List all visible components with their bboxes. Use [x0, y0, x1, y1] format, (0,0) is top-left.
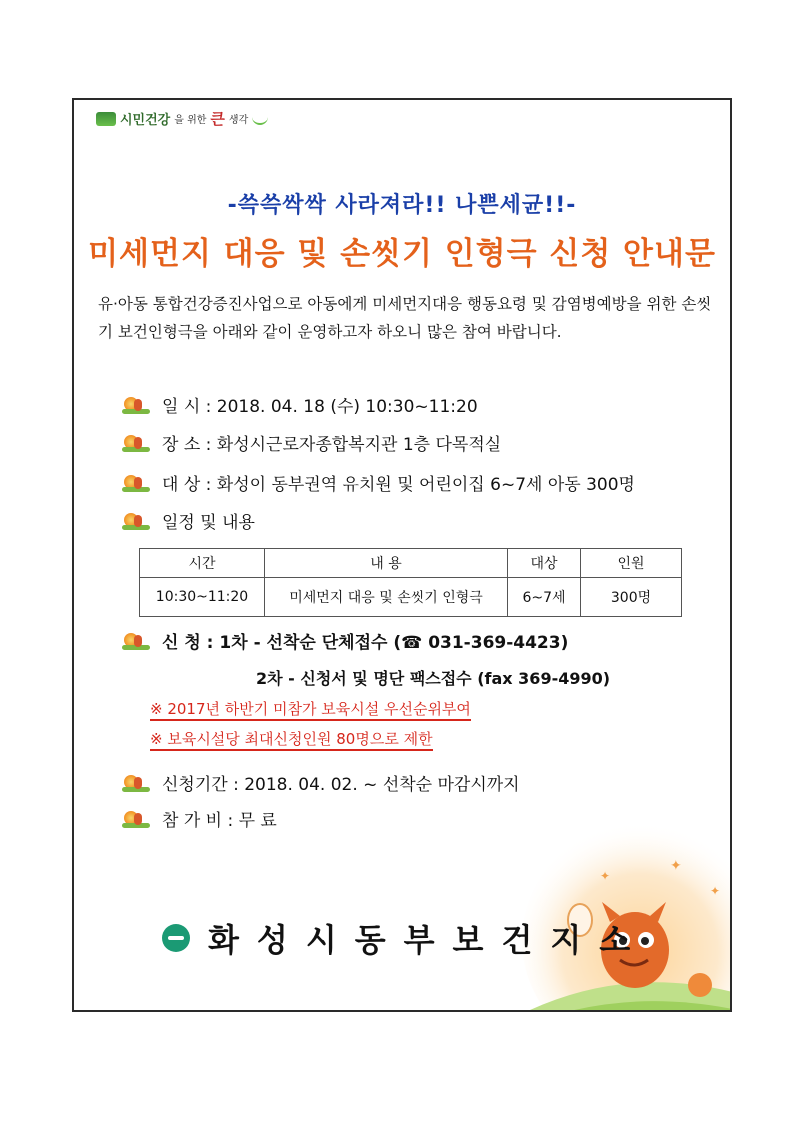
sun-bullet-icon: [122, 395, 152, 415]
sun-bullet-icon: [122, 809, 152, 829]
apply-text: 신 청 : 1차 - 선착순 단체접수 (☎ 031-369-4423): [162, 633, 569, 653]
svg-text:✦: ✦: [710, 884, 721, 898]
info-date: [122, 392, 478, 417]
table-cell: 300명: [581, 578, 682, 617]
sun-bullet-icon: [122, 433, 152, 453]
svg-text:✦: ✦: [600, 869, 611, 883]
info-target: [122, 470, 635, 495]
logo-particle-text: 을 위한: [174, 115, 207, 126]
notice-frame: [72, 98, 732, 1012]
priority-note: [150, 698, 471, 719]
date-text: 일 시 : 2018. 04. 18 (수) 10:30~11:20: [162, 397, 478, 417]
table-header-cell: 인원: [581, 549, 682, 578]
leaf-icon: [252, 113, 268, 125]
schedule-table: [139, 548, 682, 617]
svg-text:✦: ✦: [670, 858, 682, 874]
main-title: 미세먼지 대응 및 손씻기 인형극 신청 안내문: [88, 236, 716, 272]
target-text: 대 상 : 화성이 동부권역 유치원 및 어린이집 6~7세 아동 300명: [162, 475, 635, 495]
table-header-cell: 내 용: [265, 549, 508, 578]
info-apply-second: [256, 666, 610, 689]
logo-main-text: 시민건강: [120, 113, 171, 128]
health-center-emblem-icon: [162, 924, 190, 952]
apply-second-text: 2차 - 신청서 및 명단 팩스접수 (fax 369-4990): [256, 669, 611, 688]
slogan-logo: [96, 108, 268, 129]
period-text: 신청기간 : 2018. 04. 02. ~ 선착순 마감시까지: [162, 775, 520, 795]
logo-tail-text: 생각: [228, 115, 249, 126]
table-header-cell: 시간: [140, 549, 265, 578]
sun-bullet-icon: [122, 773, 152, 793]
footer-org: [162, 915, 648, 961]
sun-bullet-icon: [122, 511, 152, 531]
sun-bullet-icon: [122, 631, 152, 651]
sun-bullet-icon: [122, 473, 152, 493]
info-fee: [122, 806, 277, 831]
logo-kon-text: 큰: [210, 110, 225, 128]
sub-title: -쓱쓱싹싹 사라져라!! 나쁜세균!!-: [227, 193, 577, 218]
place-text: 장 소 : 화성시근로자종합복지관 1층 다목적실: [162, 435, 502, 455]
info-apply: [122, 628, 568, 653]
fee-text: 참 가 비 : 무 료: [162, 811, 277, 831]
mascot-illustration: [520, 810, 732, 1012]
table-cell: 10:30~11:20: [140, 578, 265, 617]
info-place: [122, 430, 501, 455]
logo-icon: [96, 112, 116, 126]
info-period: [122, 770, 520, 795]
info-schedule: [122, 508, 255, 533]
table-header-cell: 대상: [508, 549, 581, 578]
table-cell: 미세먼지 대응 및 손씻기 인형극: [265, 578, 508, 617]
limit-note: [150, 728, 433, 749]
table-row: [140, 578, 682, 617]
limit-note-text: ※ 보육시설당 최대신청인원 80명으로 제한: [150, 730, 433, 751]
intro-paragraph: 유·아동 통합건강증진사업으로 아동에게 미세먼지대응 행동요령 및 감염병예방을 위한 손씻기 보건인형극을 아래와 같이 운영하고자 하오니 많은 참여 바랍니다.: [98, 295, 712, 341]
schedule-label: 일정 및 내용: [162, 513, 255, 533]
table-cell: 6~7세: [508, 578, 581, 617]
priority-note-text: ※ 2017년 하반기 미참가 보육시설 우선순위부여: [150, 700, 471, 721]
footer-org-name: 화성시동부보건지소: [208, 921, 649, 959]
table-header-row: [140, 549, 682, 578]
